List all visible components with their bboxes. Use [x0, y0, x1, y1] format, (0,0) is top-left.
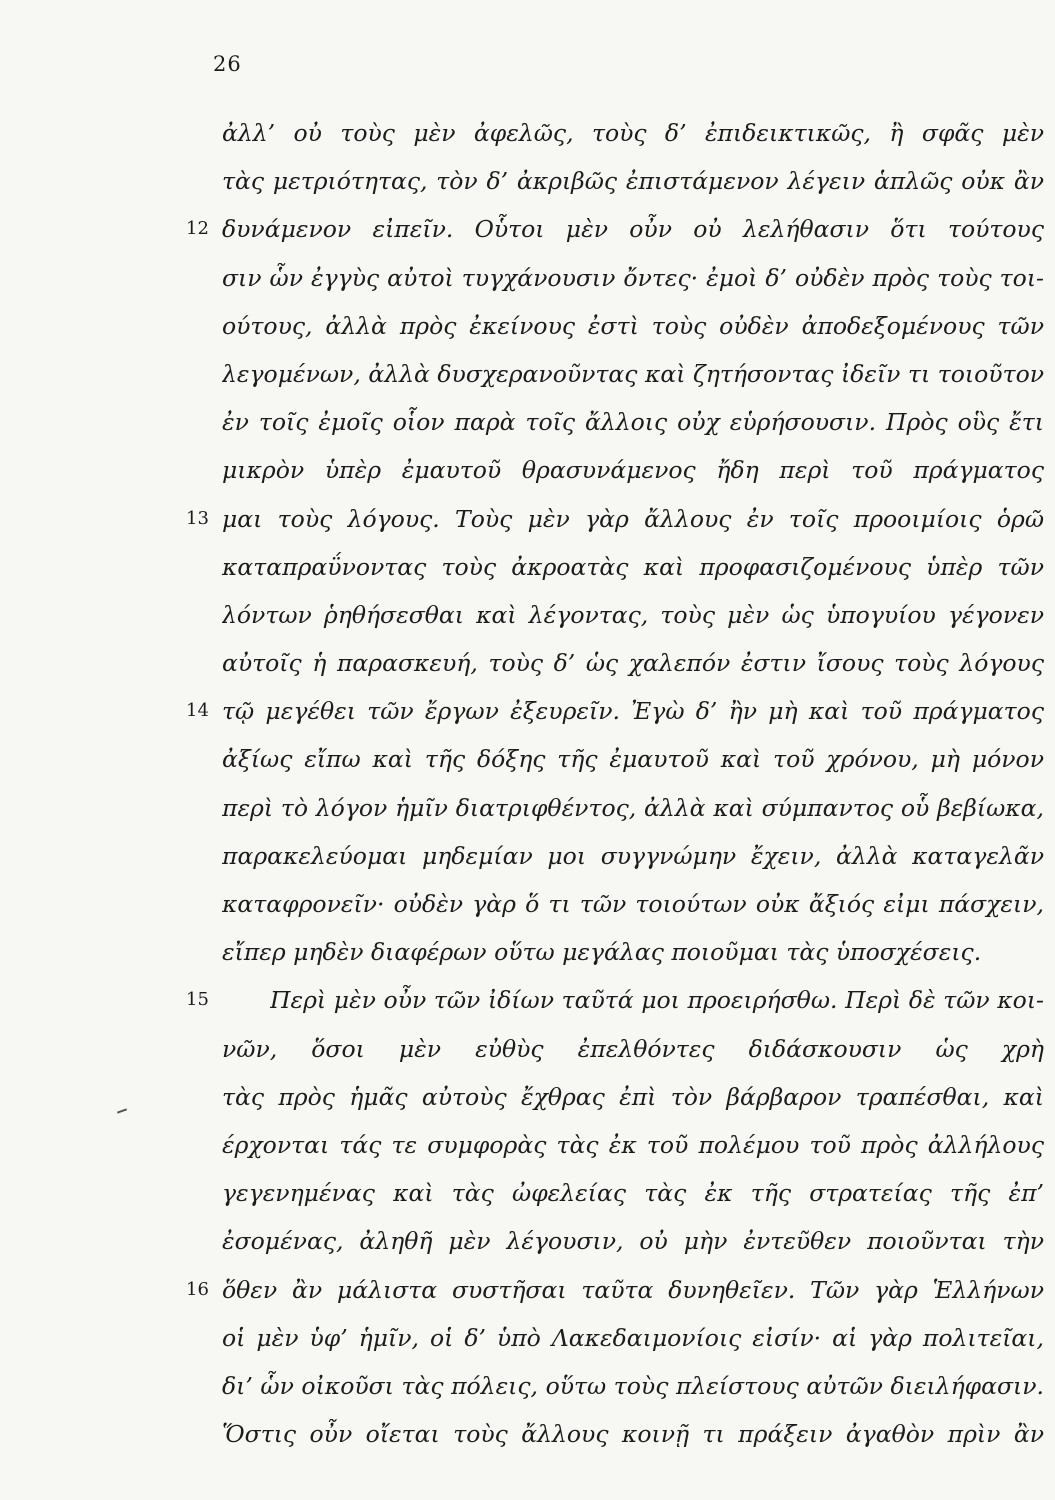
line-text: εἴπερ μηδὲν διαφέρων οὕτω μεγάλας ποιοῦμαι τὰς ὑποσχέσεις.	[222, 938, 982, 967]
text-line	[0, 399, 1055, 447]
line-text: παρακελεύομαι μηδεμίαν μοι συγγνώμην ἔχειν, ἀλλὰ καταγελᾶν	[222, 841, 1044, 870]
text-line	[0, 158, 1055, 206]
text-line	[0, 833, 1055, 881]
text-line	[0, 255, 1055, 303]
line-text: περὶ τὸ λόγον ἡμῖν διατριφθέντος, ἀλλὰ καὶ σύμπαντος οὗ βεβίωκα,	[222, 793, 1044, 822]
text-line	[0, 977, 1055, 1025]
line-text: λόντων ῥηθήσεσθαι καὶ λέγοντας, τοὺς μὲν ὡς ὑπογυίου γέγονεν	[222, 600, 1044, 629]
line-text: έρχονται τάς τε συμφορὰς τὰς ἐκ τοῦ πολέμου τοῦ πρὸς ἀλλήλους	[222, 1130, 1044, 1159]
line-text: Περὶ μὲν οὖν τῶν ἰδίων ταῦτά μοι προειρήσθω. Περὶ δὲ τῶν κοι-	[270, 986, 1044, 1015]
text-line	[0, 785, 1055, 833]
line-text: λεγομένων, ἀλλὰ δυσχερανοῦντας καὶ ζητήσοντας ἰδεῖν τι τοιοῦτον	[222, 359, 1044, 388]
text-line	[0, 1218, 1055, 1266]
line-text: ούτους, ἀλλὰ πρὸς ἐκείνους ἐστὶ τοὺς οὐδὲν ἀποδεξομένους τῶν	[222, 311, 1044, 340]
text-line	[0, 303, 1055, 351]
text-line	[0, 1170, 1055, 1218]
line-text: ἀξίως εἴπω καὶ τῆς δόξης τῆς ἐμαυτοῦ καὶ τοῦ χρόνου, μὴ μόνον	[222, 745, 1044, 774]
line-text: ἐσομένας, ἀληθῆ μὲν λέγουσιν, οὐ μὴν ἐντεῦθεν ποιοῦνται τὴν	[222, 1227, 1044, 1256]
body-text	[0, 110, 1055, 1459]
text-line	[0, 1363, 1055, 1411]
line-text: γεγενημένας καὶ τὰς ὠφελείας τὰς ἐκ τῆς στρατείας τῆς ἐπ’	[222, 1179, 1044, 1208]
text-line	[0, 736, 1055, 784]
text-line	[0, 929, 1055, 977]
text-line	[0, 881, 1055, 929]
text-line	[0, 1026, 1055, 1074]
text-line	[0, 688, 1055, 736]
line-text: νῶν, ὅσοι μὲν εὐθὺς ἐπελθόντες διδάσκουσιν ὡς χρὴ	[222, 1034, 1044, 1063]
page-number: 26	[213, 52, 242, 76]
text-line	[0, 1315, 1055, 1363]
section-number: 14	[186, 700, 209, 722]
text-line	[0, 110, 1055, 158]
line-text: τὰς πρὸς ἡμᾶς αὐτοὺς ἔχθρας ἐπὶ τὸν βάρβαρον τραπέσθαι, καὶ	[222, 1082, 1044, 1111]
line-text: τῷ μεγέθει τῶν ἔργων ἐξευρεῖν. Ἐγὼ δ’ ἢν μὴ καὶ τοῦ πράγματος	[222, 697, 1044, 726]
text-line	[0, 351, 1055, 399]
section-number: 13	[186, 507, 209, 529]
line-text: αὐτοῖς ἡ παρασκευή, τοὺς δ’ ὡς χαλεπόν ἐστιν ἴσους τοὺς λόγους	[222, 649, 1044, 678]
line-text: τὰς μετριότητας, τὸν δ’ ἀκριβῶς ἐπιστάμενον λέγειν ἁπλῶς οὐκ ἂν	[222, 167, 1044, 196]
line-text: ἀλλ’ οὐ τοὺς μὲν ἀφελῶς, τοὺς δ’ ἐπιδεικτικῶς, ἢ σφᾶς μὲν	[222, 119, 1044, 147]
line-text: ἐν τοῖς ἐμοῖς οἷον παρὰ τοῖς ἄλλοις οὐχ εὑρήσουσιν. Πρὸς οὓς ἔτι	[222, 408, 1044, 437]
line-text: δυνάμενον εἰπεῖν. Οὗτοι μὲν οὖν οὐ λελήθασιν ὅτι τούτους	[222, 215, 1044, 244]
line-text: οἱ μὲν ὑφ’ ἡμῖν, οἱ δ’ ὑπὸ Λακεδαιμονίοις εἰσίν· αἱ γὰρ πολιτεῖαι,	[222, 1323, 1044, 1352]
line-text: μικρὸν ὑπὲρ ἐμαυτοῦ θρασυνάμενος ἤδη περὶ τοῦ πράγματος	[222, 456, 1044, 485]
text-line	[0, 1074, 1055, 1122]
line-text: καταφρονεῖν· οὐδὲν γὰρ ὅ τι τῶν τοιούτων οὐκ ἄξιός εἰμι πάσχειν,	[222, 890, 1044, 918]
section-number: 15	[186, 989, 209, 1011]
line-text: καταπραΰνοντας τοὺς ἀκροατὰς καὶ προφασιζομένους ὑπὲρ τῶν	[222, 552, 1044, 581]
text-line	[0, 1122, 1055, 1170]
text-line	[0, 640, 1055, 688]
text-line	[0, 1411, 1055, 1459]
text-line	[0, 496, 1055, 544]
line-text: μαι τοὺς λόγους. Τοὺς μὲν γὰρ ἄλλους ἐν τοῖς προοιμίοις ὁρῶ	[222, 504, 1044, 533]
line-text: Ὅστις οὖν οἴεται τοὺς ἄλλους κοινῇ τι πράξειν ἀγαθὸν πρὶν ἂν	[222, 1420, 1044, 1449]
text-line	[0, 544, 1055, 592]
line-text: ὅθεν ἂν μάλιστα συστῆσαι ταῦτα δυνηθεῖεν. Τῶν γὰρ Ἑλλήνων	[222, 1275, 1044, 1304]
text-line	[0, 447, 1055, 495]
section-number: 16	[186, 1278, 209, 1300]
text-line	[0, 1267, 1055, 1315]
line-text: σιν ὧν ἐγγὺς αὐτοὶ τυγχάνουσιν ὄντες· ἐμοὶ δ’ οὐδὲν πρὸς τοὺς τοι-	[222, 263, 1044, 292]
text-line	[0, 592, 1055, 640]
line-text: δι’ ὧν οἰκοῦσι τὰς πόλεις, οὕτω τοὺς πλείστους αὐτῶν διειλήφασιν.	[222, 1371, 1044, 1400]
text-line	[0, 206, 1055, 254]
section-number: 12	[186, 218, 209, 240]
